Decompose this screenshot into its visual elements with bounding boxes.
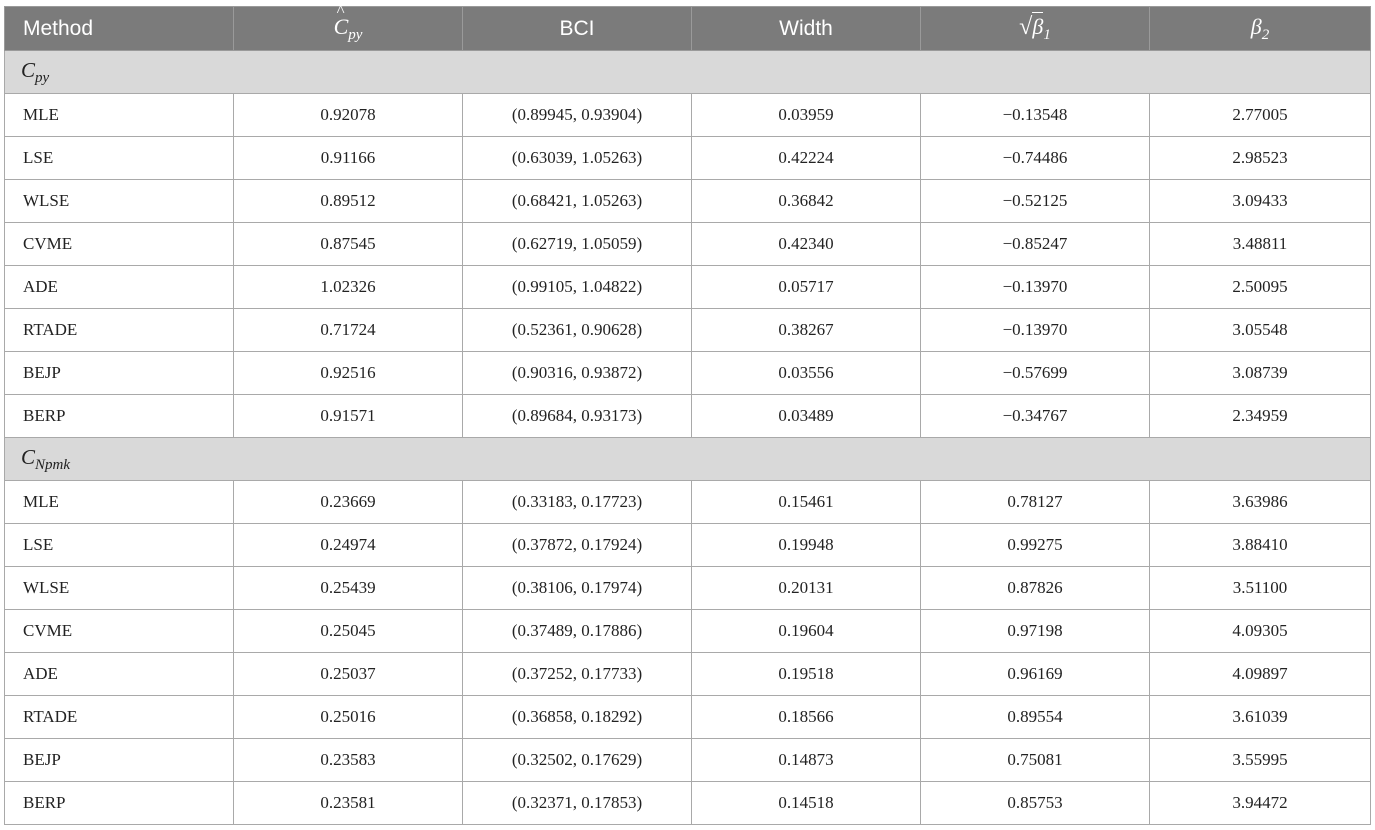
sqrt-beta1-cell: 0.85753 [921,782,1150,825]
table-row [5,610,1371,653]
sqrt-beta1-cell: −0.13970 [921,266,1150,309]
width-cell: 0.14518 [692,782,921,825]
header-row [5,7,1371,51]
section-subscript: Npmk [35,456,71,473]
table-row [5,782,1371,825]
width-cell: 0.03959 [692,94,921,137]
header-beta1-symbol: β [1032,13,1044,39]
header-beta1-subscript: 1 [1043,26,1051,43]
header-c-symbol: ^ C [334,14,349,40]
header-sqrt-beta1 [921,7,1150,51]
c-hat-cell: 0.92078 [234,94,463,137]
section-row [5,51,1371,94]
width-cell: 0.03489 [692,395,921,438]
sqrt-beta1-cell: −0.52125 [921,180,1150,223]
beta2-cell: 3.48811 [1150,223,1371,266]
table-row [5,524,1371,567]
c-hat-cell: 0.71724 [234,309,463,352]
method-cell: ADE [5,266,234,309]
beta2-cell: 3.61039 [1150,696,1371,739]
method-cell: BEJP [5,352,234,395]
sqrt-beta1-cell: 0.78127 [921,481,1150,524]
method-cell: LSE [5,524,234,567]
method-cell: BEJP [5,739,234,782]
c-hat-cell: 1.02326 [234,266,463,309]
header-beta2-symbol: β [1250,13,1262,39]
header-c-hat-py [234,7,463,51]
width-cell: 0.36842 [692,180,921,223]
table-row [5,352,1371,395]
header-bci: BCI [463,7,692,51]
sqrt-beta1-cell: −0.34767 [921,395,1150,438]
beta2-cell: 2.98523 [1150,137,1371,180]
method-cell: ADE [5,653,234,696]
bci-cell: (0.99105, 1.04822) [463,266,692,309]
method-cell: BERP [5,782,234,825]
method-cell: RTADE [5,696,234,739]
bci-cell: (0.63039, 1.05263) [463,137,692,180]
beta2-cell: 3.05548 [1150,309,1371,352]
method-cell: WLSE [5,180,234,223]
beta2-cell: 3.51100 [1150,567,1371,610]
sqrt-beta1-cell: 0.96169 [921,653,1150,696]
c-hat-cell: 0.23583 [234,739,463,782]
c-hat-cell: 0.23669 [234,481,463,524]
table-row [5,567,1371,610]
bci-cell: (0.62719, 1.05059) [463,223,692,266]
bci-cell: (0.36858, 0.18292) [463,696,692,739]
width-cell: 0.38267 [692,309,921,352]
section-symbol: C [21,57,36,82]
bci-cell: (0.32502, 0.17629) [463,739,692,782]
table-row [5,266,1371,309]
bci-cell: (0.68421, 1.05263) [463,180,692,223]
bci-cell: (0.89945, 0.93904) [463,94,692,137]
c-hat-cell: 0.91166 [234,137,463,180]
method-cell: LSE [5,137,234,180]
beta2-cell: 3.88410 [1150,524,1371,567]
table-row [5,223,1371,266]
width-cell: 0.14873 [692,739,921,782]
bci-cell: (0.32371, 0.17853) [463,782,692,825]
width-cell: 0.03556 [692,352,921,395]
width-cell: 0.18566 [692,696,921,739]
section-row [5,438,1371,481]
width-cell: 0.19518 [692,653,921,696]
bci-cell: (0.37872, 0.17924) [463,524,692,567]
width-cell: 0.15461 [692,481,921,524]
method-cell: WLSE [5,567,234,610]
beta2-cell: 2.34959 [1150,395,1371,438]
beta2-cell: 3.09433 [1150,180,1371,223]
table-row [5,653,1371,696]
beta2-cell: 3.08739 [1150,352,1371,395]
bci-cell: (0.89684, 0.93173) [463,395,692,438]
table-row [5,94,1371,137]
c-hat-cell: 0.25016 [234,696,463,739]
section-symbol: C [21,444,36,469]
method-cell: BERP [5,395,234,438]
table-row [5,309,1371,352]
c-hat-cell: 0.91571 [234,395,463,438]
width-cell: 0.19604 [692,610,921,653]
c-hat-cell: 0.25037 [234,653,463,696]
width-cell: 0.05717 [692,266,921,309]
beta2-cell: 2.77005 [1150,94,1371,137]
results-table-container [4,6,1370,825]
bci-cell: (0.38106, 0.17974) [463,567,692,610]
beta2-cell: 3.63986 [1150,481,1371,524]
bci-cell: (0.52361, 0.90628) [463,309,692,352]
sqrt-beta1-cell: 0.97198 [921,610,1150,653]
beta2-cell: 3.55995 [1150,739,1371,782]
beta2-cell: 3.94472 [1150,782,1371,825]
table-row [5,696,1371,739]
c-hat-cell: 0.25439 [234,567,463,610]
sqrt-symbol: √ [1019,13,1033,40]
c-hat-cell: 0.92516 [234,352,463,395]
sqrt-beta1-cell: −0.74486 [921,137,1150,180]
method-cell: MLE [5,481,234,524]
table-row [5,180,1371,223]
sqrt-beta1-cell: 0.75081 [921,739,1150,782]
table-row [5,481,1371,524]
table-row [5,739,1371,782]
bci-cell: (0.37489, 0.17886) [463,610,692,653]
method-cell: CVME [5,610,234,653]
header-c-subscript: py [348,26,363,43]
section-subscript: py [35,69,50,86]
header-beta2 [1150,7,1371,51]
bci-cell: (0.33183, 0.17723) [463,481,692,524]
method-cell: MLE [5,94,234,137]
width-cell: 0.42340 [692,223,921,266]
bci-cell: (0.90316, 0.93872) [463,352,692,395]
table-body [5,51,1371,825]
section-label [5,438,1371,481]
beta2-cell: 4.09897 [1150,653,1371,696]
sqrt-beta1-cell: 0.99275 [921,524,1150,567]
bci-cell: (0.37252, 0.17733) [463,653,692,696]
sqrt-beta1-cell: 0.89554 [921,696,1150,739]
c-hat-cell: 0.25045 [234,610,463,653]
method-cell: RTADE [5,309,234,352]
header-method: Method [5,7,234,51]
sqrt-beta1-cell: −0.13548 [921,94,1150,137]
method-cell: CVME [5,223,234,266]
section-label [5,51,1371,94]
beta2-cell: 4.09305 [1150,610,1371,653]
sqrt-beta1-cell: −0.57699 [921,352,1150,395]
sqrt-beta1-cell: 0.87826 [921,567,1150,610]
table-row [5,137,1371,180]
results-table [4,6,1371,825]
c-hat-cell: 0.87545 [234,223,463,266]
width-cell: 0.20131 [692,567,921,610]
c-hat-cell: 0.24974 [234,524,463,567]
c-hat-cell: 0.89512 [234,180,463,223]
header-width: Width [692,7,921,51]
sqrt-beta1-cell: −0.13970 [921,309,1150,352]
width-cell: 0.42224 [692,137,921,180]
header-beta2-subscript: 2 [1261,26,1270,43]
beta2-cell: 2.50095 [1150,266,1371,309]
c-hat-cell: 0.23581 [234,782,463,825]
table-row [5,395,1371,438]
width-cell: 0.19948 [692,524,921,567]
sqrt-beta1-cell: −0.85247 [921,223,1150,266]
